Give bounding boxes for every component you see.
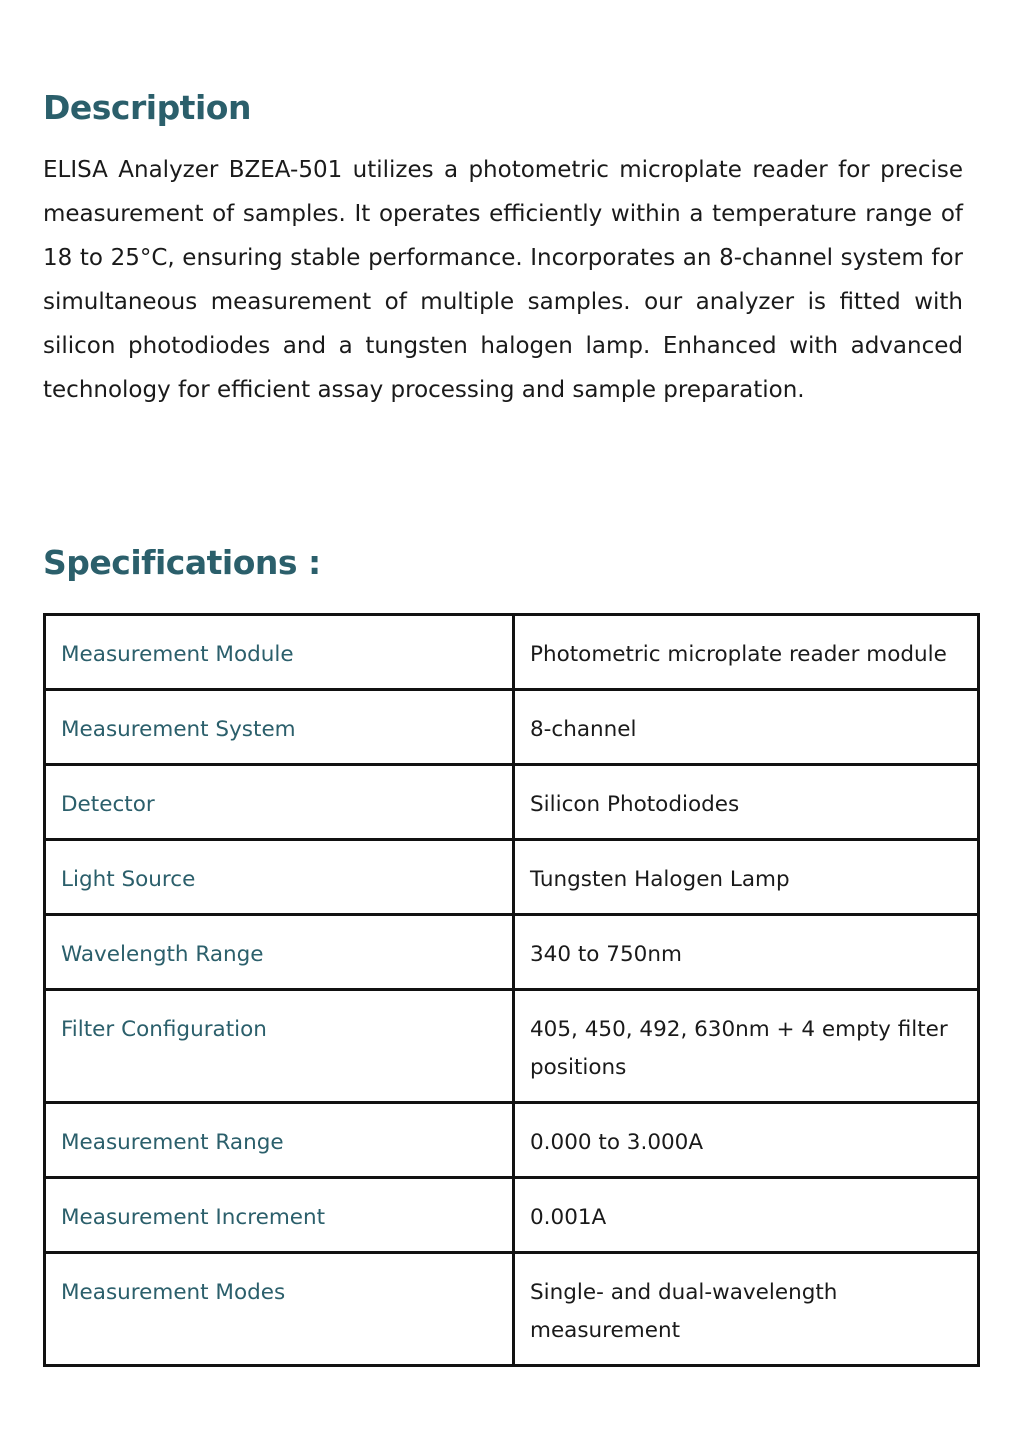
description-paragraph: ELISA Analyzer BZEA-501 utilizes a photometric microplate reader for precise measurement of samples. It operates efficiently within a temperature range of 18 to 25°C, ensuring stable performance. Incorporates an 8-channel system for simultaneous measurement of multiple samples. our analyzer is fitted with silicon photodiodes and a tungsten halogen lamp. Enhanced with advanced technology for efficient assay processing and sample preparation.: [43, 157, 963, 403]
spec-key: Measurement Modes: [45, 1253, 514, 1366]
table-row: [45, 840, 979, 915]
spec-value: 340 to 750nm: [514, 915, 979, 990]
description-heading: Description: [43, 88, 251, 127]
table-row: [45, 990, 979, 1103]
spec-value: Silicon Photodiodes: [514, 765, 979, 840]
spec-value: 0.000 to 3.000A: [514, 1103, 979, 1178]
spec-key: Detector: [45, 765, 514, 840]
specifications-table: [43, 613, 980, 1367]
spec-value: 405, 450, 492, 630nm + 4 empty filter positions: [514, 990, 979, 1103]
spec-key: Light Source: [45, 840, 514, 915]
spec-value: Single- and dual-wavelength measurement: [514, 1253, 979, 1366]
spec-key: Measurement System: [45, 690, 514, 765]
table-row: [45, 615, 979, 690]
specifications-heading: Specifications :: [43, 543, 321, 582]
table-row: [45, 1103, 979, 1178]
spec-key: Measurement Module: [45, 615, 514, 690]
table-row: [45, 765, 979, 840]
spec-key: Measurement Range: [45, 1103, 514, 1178]
spec-key: Wavelength Range: [45, 915, 514, 990]
spec-value: Tungsten Halogen Lamp: [514, 840, 979, 915]
spec-value: 0.001A: [514, 1178, 979, 1253]
spec-value: Photometric microplate reader module: [514, 615, 979, 690]
spec-key: Filter Configuration: [45, 990, 514, 1103]
spec-value: 8-channel: [514, 690, 979, 765]
spec-key: Measurement Increment: [45, 1178, 514, 1253]
table-row: [45, 915, 979, 990]
table-row: [45, 690, 979, 765]
table-row: [45, 1178, 979, 1253]
table-row: [45, 1253, 979, 1366]
